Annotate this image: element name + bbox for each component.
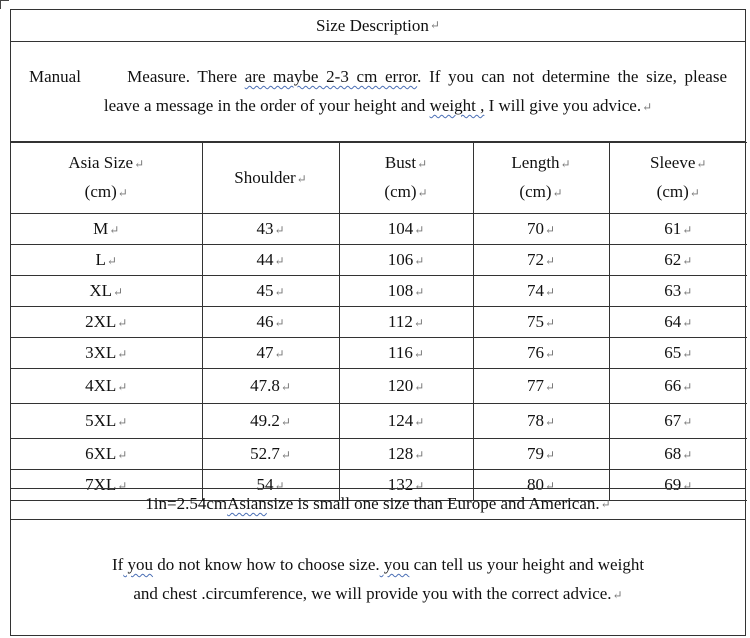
notice-line-2 (29, 91, 727, 122)
conversion-note (11, 488, 745, 520)
table-row (11, 404, 747, 439)
title-text: Size Description (316, 15, 429, 35)
cell-bust: 124↵ (339, 404, 473, 439)
note-conversion-text: 1in=2.54cm (145, 494, 228, 513)
paragraph-mark-icon: ↵ (612, 588, 623, 602)
table-row (11, 338, 747, 369)
cell-size: 7XL↵ (11, 470, 202, 501)
cell-length: 76↵ (473, 338, 609, 369)
cell-shoulder: 47.8↵ (202, 369, 339, 404)
table-row (11, 307, 747, 338)
table-anchor-icon (0, 0, 9, 9)
cell-sleeve: 69↵ (609, 470, 747, 501)
cell-size: 4XL↵ (11, 369, 202, 404)
table-row (11, 369, 747, 404)
cell-shoulder: 54↵ (202, 470, 339, 501)
paragraph-mark-icon: ↵ (600, 496, 611, 511)
advice-line-2: and chest .circumference, we will provide you with the correct advice.↵ (133, 584, 623, 603)
cell-sleeve: 67↵ (609, 404, 747, 439)
cell-length: 72↵ (473, 245, 609, 276)
cell-size: 3XL↵ (11, 338, 202, 369)
cell-sleeve: 61↵ (609, 214, 747, 245)
cell-size: 2XL↵ (11, 307, 202, 338)
cell-bust: 132↵ (339, 470, 473, 501)
cell-bust: 120↵ (339, 369, 473, 404)
notice-weight-text: weight , (429, 96, 485, 115)
cell-bust: 106↵ (339, 245, 473, 276)
note-asian-text: Asian (227, 494, 267, 513)
cell-size: M↵ (11, 214, 202, 245)
cell-sleeve: 64↵ (609, 307, 747, 338)
notice-text: I will give you advice. (484, 96, 642, 115)
notice-text: leave a message in the order of your height and (103, 96, 426, 115)
header-sleeve: Sleeve↵ (cm)↵ (609, 143, 747, 214)
cell-sleeve: 66↵ (609, 369, 747, 404)
paragraph-mark-icon: ↵ (429, 18, 440, 32)
cell-bust: 116↵ (339, 338, 473, 369)
cell-sleeve: 63↵ (609, 276, 747, 307)
cell-bust: 112↵ (339, 307, 473, 338)
cell-shoulder: 52.7↵ (202, 439, 339, 470)
cell-length: 70↵ (473, 214, 609, 245)
cell-length: 78↵ (473, 404, 609, 439)
table-row (11, 245, 747, 276)
paragraph-mark-icon: ↵ (642, 100, 653, 114)
cell-length: 77↵ (473, 369, 609, 404)
cell-length: 80↵ (473, 470, 609, 501)
cell-bust: 104↵ (339, 214, 473, 245)
header-bust: Bust↵ (cm)↵ (339, 143, 473, 214)
cell-sleeve: 68↵ (609, 439, 747, 470)
advice-line-1: If you do not know how to choose size. you can tell us your height and weight (111, 555, 645, 574)
size-chart (10, 9, 746, 636)
measurement-notice (11, 42, 745, 142)
note-text: size is small one size than Europe and American. (266, 494, 600, 513)
table-row (11, 439, 747, 470)
header-shoulder: Shoulder↵ (202, 143, 339, 214)
cell-bust: 108↵ (339, 276, 473, 307)
cell-shoulder: 45↵ (202, 276, 339, 307)
size-table (11, 142, 747, 501)
table-row (11, 276, 747, 307)
notice-text: Measure. There (127, 67, 237, 86)
notice-word-manual: Manual (29, 67, 81, 86)
notice-text: . If you can not determine the size, please (417, 67, 728, 86)
cell-bust: 128↵ (339, 439, 473, 470)
size-chart-title (11, 10, 745, 42)
table-header-row (11, 143, 747, 214)
cell-size: 5XL↵ (11, 404, 202, 439)
cell-length: 79↵ (473, 439, 609, 470)
cell-size: XL↵ (11, 276, 202, 307)
cell-sleeve: 65↵ (609, 338, 747, 369)
header-asia-size: Asia Size↵ (cm)↵ (11, 143, 202, 214)
cell-shoulder: 44↵ (202, 245, 339, 276)
cell-shoulder: 46↵ (202, 307, 339, 338)
table-row (11, 214, 747, 245)
cell-length: 74↵ (473, 276, 609, 307)
cell-shoulder: 49.2↵ (202, 404, 339, 439)
cell-size: L↵ (11, 245, 202, 276)
cell-sleeve: 62↵ (609, 245, 747, 276)
notice-error-text: are maybe 2-3 cm error (244, 67, 418, 86)
advice-text (11, 550, 745, 610)
cell-size: 6XL↵ (11, 439, 202, 470)
notice-line-1 (29, 62, 727, 91)
cell-shoulder: 43↵ (202, 214, 339, 245)
cell-length: 75↵ (473, 307, 609, 338)
header-length: Length↵ (cm)↵ (473, 143, 609, 214)
cell-shoulder: 47↵ (202, 338, 339, 369)
